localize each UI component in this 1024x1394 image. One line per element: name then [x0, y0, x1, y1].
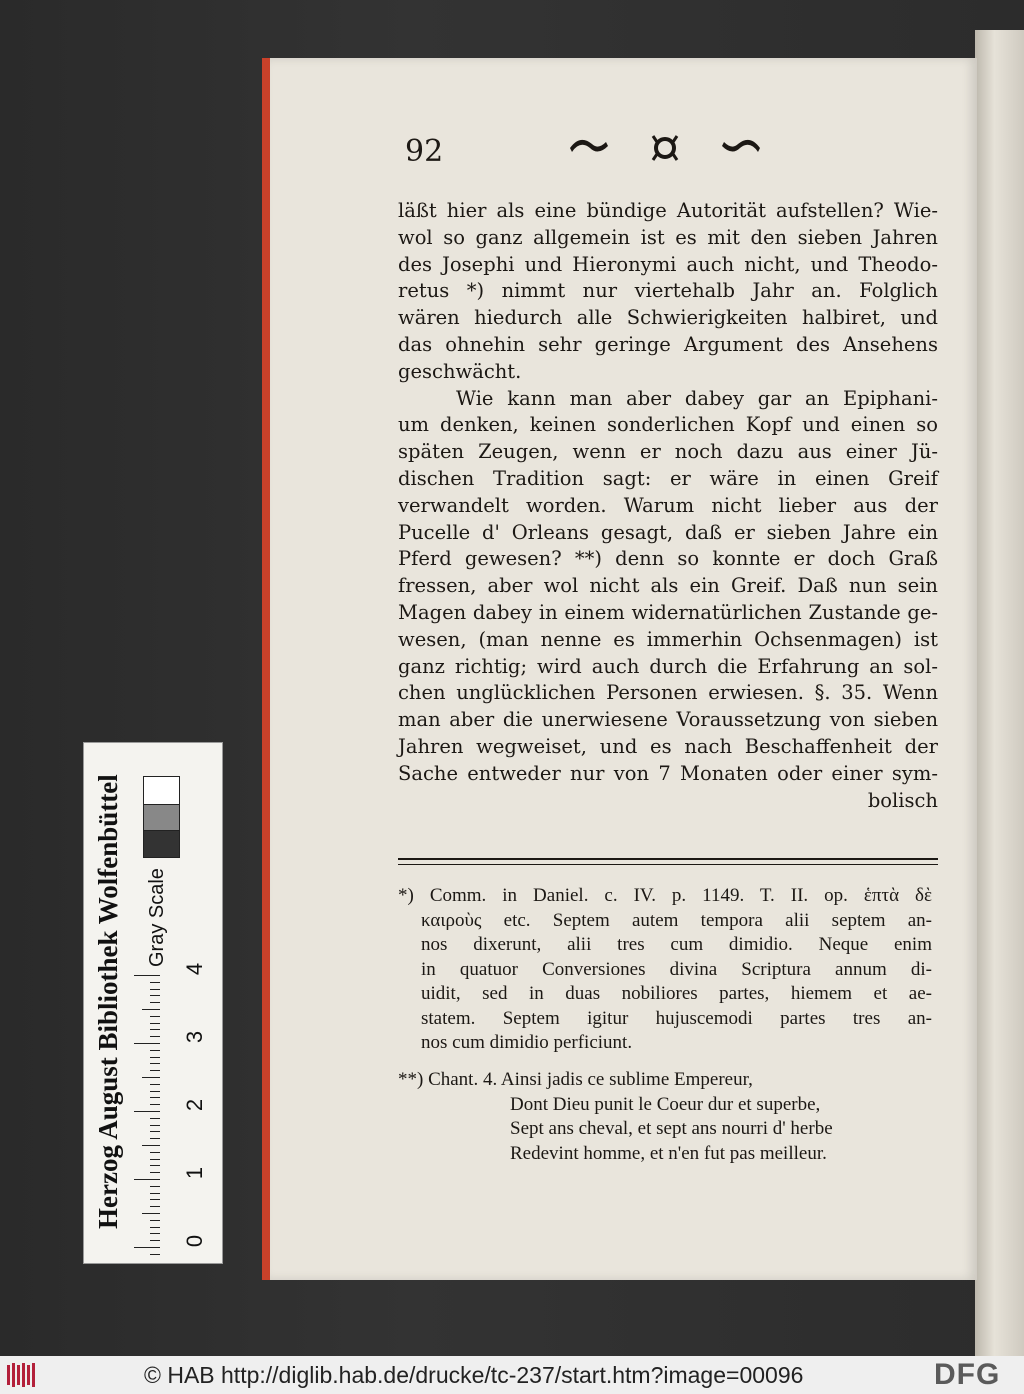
- ruler-tick: [150, 1097, 160, 1098]
- ruler-tick: [150, 1091, 160, 1092]
- text-line: wesen, (man nenne es immerhin Ochsenmagen) ist: [398, 627, 938, 651]
- ruler-tick: [134, 975, 160, 976]
- footnote-line: Dont Dieu punit le Coeur dur et superbe,: [510, 1093, 821, 1115]
- page-number: 92: [405, 134, 444, 169]
- footnote-line: uidit, sed in duas nobiliores partes, hiemem et ae-: [421, 983, 932, 1004]
- ruler-tick: [150, 1193, 160, 1194]
- ruler-tick: [150, 1104, 160, 1105]
- text-line: dischen Tradition sagt: er wäre in einen Greif: [398, 466, 938, 490]
- ruler-tick: [142, 1213, 160, 1214]
- ruler-tick: [150, 1138, 160, 1139]
- ruler-tick: [150, 989, 160, 990]
- ruler-tick: [150, 1233, 160, 1234]
- footnote-line: Redevint homme, et n'en fut pas meilleur.: [510, 1142, 827, 1164]
- text-line: ganz richtig; wird auch durch die Erfahrung an sol-: [398, 654, 938, 678]
- catchword: bolisch: [867, 788, 938, 812]
- footnote-2: [398, 1068, 932, 1166]
- ruler-tick: [150, 1159, 160, 1160]
- footnote-line: in quatuor Conversiones divina Scriptura annum di-: [421, 958, 932, 980]
- ruler-tick: [134, 1111, 160, 1112]
- text-line: Sache entweder nur von 7 Monaten oder einer sym-: [398, 761, 938, 785]
- ruler-tick: [142, 1009, 160, 1010]
- text-line: verwandelt worden. Warum nicht lieber aus der: [398, 493, 938, 517]
- ruler-tick: [150, 1118, 160, 1119]
- ruler-tick: [150, 1220, 160, 1221]
- ruler-tick: [150, 1131, 160, 1132]
- ruler-tick: [150, 1125, 160, 1126]
- ruler-tick: [150, 1063, 160, 1064]
- ruler-number: 4: [182, 962, 207, 976]
- copyright-link[interactable]: © HAB http://diglib.hab.de/drucke/tc-237/start.htm?image=00096: [144, 1362, 804, 1388]
- ruler-tick: [150, 1016, 160, 1017]
- ruler-number: 2: [182, 1098, 207, 1112]
- text-line: chen unglücklichen Personen erwiesen. §. 35. Wenn: [398, 681, 938, 705]
- footnote-line: καιροὺς etc. Septem autem tempora alii septem an-: [421, 909, 932, 931]
- gray-swatch-dark: [143, 830, 180, 858]
- ruler-tick: [142, 1145, 160, 1146]
- text-line: wol so ganz allgemein ist es mit den sieben Jahren: [398, 225, 938, 249]
- book-cover-edge: [975, 30, 1024, 1356]
- ruler-tick: [134, 1247, 160, 1248]
- library-name: Herzog August Bibliothek Wolfenbüttel: [93, 774, 123, 1230]
- ruler-tick: [150, 1172, 160, 1173]
- footnote-line: **) Chant. 4. Ainsi jadis ce sublime Empereur,: [398, 1069, 753, 1090]
- ruler-number: 0: [182, 1234, 207, 1248]
- text-line: Jahren wegweiset, und es nach Beschaffenheit der: [398, 734, 938, 758]
- text-line: fressen, aber wol nicht als ein Greif. Daß nun sein: [398, 574, 938, 598]
- ruler-tick: [150, 1254, 160, 1255]
- text-line: retus *) nimmt nur viertehalb Jahr an. Folglich: [398, 279, 938, 303]
- ruler-tick: [150, 1023, 160, 1024]
- ruler: [132, 975, 160, 1257]
- gray-scale-label: Gray Scale: [146, 868, 168, 968]
- ruler-tick: [150, 1036, 160, 1037]
- ruler-tick: [150, 1199, 160, 1200]
- ruler-tick: [134, 1179, 160, 1180]
- ruler-tick: [150, 1029, 160, 1030]
- ruler-number: 3: [182, 1030, 207, 1044]
- ruler-tick: [150, 1152, 160, 1153]
- footnote-line: *) Comm. in Daniel. c. IV. p. 1149. T. II. op. ἑπτὰ δὲ: [398, 885, 932, 906]
- ruler-tick: [150, 1070, 160, 1071]
- text-line: späten Zeugen, wenn er noch dazu aus einer Jü-: [398, 440, 938, 464]
- ruler-tick: [150, 982, 160, 983]
- text-line: Pferd gewesen? **) denn so konnte er doch Graß: [398, 547, 938, 571]
- ruler-tick: [150, 1186, 160, 1187]
- text-line: läßt hier als eine bündige Autorität aufstellen? Wie-: [398, 199, 938, 222]
- text-line: das ohnehin sehr geringe Argument des Ansehens: [398, 332, 938, 356]
- ruler-tick: [150, 1240, 160, 1241]
- ruler-tick: [150, 995, 160, 996]
- library-logo-icon: [6, 1361, 40, 1389]
- text-line: geschwächt.: [398, 359, 522, 383]
- text-line: wären hiedurch alle Schwierigkeiten halbiret, und: [398, 306, 938, 330]
- footnote-line: Sept ans cheval, et sept ans nourri d' herbe: [510, 1118, 833, 1139]
- footnote-divider: [398, 858, 938, 865]
- footnote-line: nos cum dimidio perficiunt.: [421, 1032, 633, 1053]
- gray-swatch-mid: [143, 804, 180, 832]
- main-text-block: [398, 198, 938, 814]
- ruler-number: 1: [182, 1166, 207, 1180]
- footnote-1: [398, 884, 932, 1056]
- ruler-tick: [150, 1206, 160, 1207]
- ruler-tick: [150, 1165, 160, 1166]
- ruler-tick: [150, 1227, 160, 1228]
- text-line: des Josephi und Hieronymi auch nicht, und Theodo-: [398, 252, 938, 276]
- ruler-tick: [150, 1050, 160, 1051]
- text-line: man aber die unerwiesene Voraussetzung von sieben: [398, 708, 938, 732]
- text-line: Pucelle d' Orleans gesagt, daß er sieben Jahre ein: [398, 520, 938, 544]
- page-red-edge: [262, 58, 270, 1280]
- text-line: um denken, keinen sonderlichen Kopf und einen so: [398, 413, 938, 437]
- text-line: Magen dabey in einem widernatürlichen Zustande ge-: [398, 600, 938, 624]
- ruler-tick: [134, 1043, 160, 1044]
- dfg-logo: DFG: [934, 1358, 1001, 1391]
- gray-swatch-white: [143, 776, 180, 806]
- ruler-tick: [142, 1077, 160, 1078]
- ruler-tick: [150, 1057, 160, 1058]
- ruler-tick: [150, 1002, 160, 1003]
- text-line: Wie kann man aber dabey gar an Epiphani-: [456, 386, 938, 410]
- footnote-line: nos dixerunt, alii tres cum dimidio. Neque enim: [421, 934, 932, 955]
- footnote-line: statem. Septem igitur hujuscemodi partes tres an-: [421, 1007, 932, 1029]
- ruler-tick: [150, 1084, 160, 1085]
- header-ornament-icon: [565, 128, 765, 168]
